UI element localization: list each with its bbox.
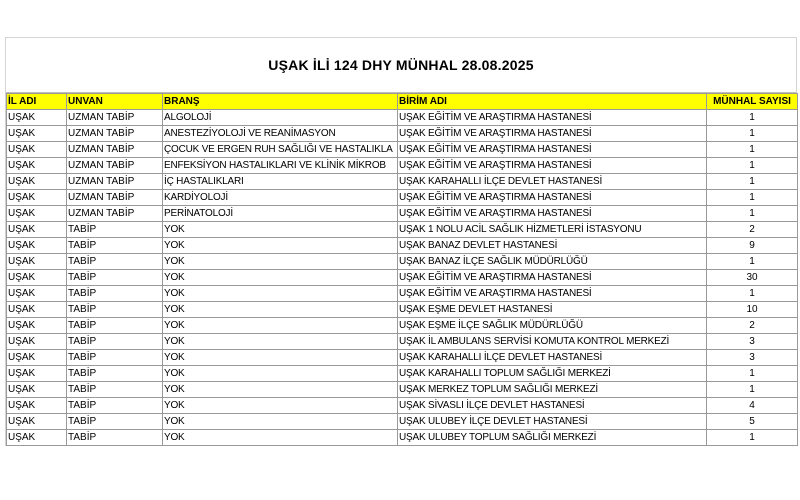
cell-il-adi[interactable]: UŞAK bbox=[7, 398, 67, 414]
cell-unvan[interactable]: TABİP bbox=[67, 270, 163, 286]
header-row bbox=[7, 94, 798, 110]
cell-brans[interactable]: YOK bbox=[163, 270, 398, 286]
cell-il-adi[interactable]: UŞAK bbox=[7, 238, 67, 254]
cell-munhal-sayisi[interactable]: 10 bbox=[707, 302, 798, 318]
table-row bbox=[7, 414, 798, 430]
cell-munhal-sayisi[interactable]: 2 bbox=[707, 318, 798, 334]
table-row bbox=[7, 334, 798, 350]
table-row bbox=[7, 350, 798, 366]
cell-munhal-sayisi[interactable]: 1 bbox=[707, 126, 798, 142]
cell-il-adi[interactable]: UŞAK bbox=[7, 318, 67, 334]
cell-unvan[interactable]: UZMAN TABİP bbox=[67, 190, 163, 206]
cell-unvan[interactable]: TABİP bbox=[67, 334, 163, 350]
cell-birim-adi[interactable]: UŞAK EĞİTİM VE ARAŞTIRMA HASTANESİ bbox=[398, 110, 707, 126]
cell-birim-adi[interactable]: UŞAK SİVASLI İLÇE DEVLET HASTANESİ bbox=[398, 398, 707, 414]
table-row bbox=[7, 254, 798, 270]
cell-birim-adi[interactable]: UŞAK EĞİTİM VE ARAŞTIRMA HASTANESİ bbox=[398, 126, 707, 142]
cell-brans[interactable]: YOK bbox=[163, 286, 398, 302]
header-unvan: UNVAN bbox=[67, 94, 163, 110]
cell-birim-adi[interactable]: UŞAK EŞME İLÇE SAĞLIK MÜDÜRLÜĞÜ bbox=[398, 318, 707, 334]
table-row bbox=[7, 142, 798, 158]
cell-munhal-sayisi[interactable]: 1 bbox=[707, 158, 798, 174]
cell-unvan[interactable]: UZMAN TABİP bbox=[67, 142, 163, 158]
cell-brans[interactable]: YOK bbox=[163, 366, 398, 382]
table-row bbox=[7, 302, 798, 318]
cell-il-adi[interactable]: UŞAK bbox=[7, 286, 67, 302]
header-munhal-sayisi: MÜNHAL SAYISI bbox=[707, 94, 798, 110]
cell-birim-adi[interactable]: UŞAK EĞİTİM VE ARAŞTIRMA HASTANESİ bbox=[398, 206, 707, 222]
cell-il-adi[interactable]: UŞAK bbox=[7, 366, 67, 382]
cell-brans[interactable]: YOK bbox=[163, 318, 398, 334]
cell-munhal-sayisi[interactable]: 4 bbox=[707, 398, 798, 414]
table-row bbox=[7, 238, 798, 254]
cell-birim-adi[interactable]: UŞAK ULUBEY TOPLUM SAĞLIĞI MERKEZİ bbox=[398, 430, 707, 446]
cell-unvan[interactable]: UZMAN TABİP bbox=[67, 174, 163, 190]
cell-il-adi[interactable]: UŞAK bbox=[7, 254, 67, 270]
cell-munhal-sayisi[interactable]: 1 bbox=[707, 366, 798, 382]
cell-unvan[interactable]: UZMAN TABİP bbox=[67, 110, 163, 126]
cell-unvan[interactable]: TABİP bbox=[67, 350, 163, 366]
cell-il-adi[interactable]: UŞAK bbox=[7, 414, 67, 430]
cell-il-adi[interactable]: UŞAK bbox=[7, 270, 67, 286]
cell-brans[interactable]: YOK bbox=[163, 238, 398, 254]
cell-birim-adi[interactable]: UŞAK KARAHALLI İLÇE DEVLET HASTANESİ bbox=[398, 350, 707, 366]
cell-il-adi[interactable]: UŞAK bbox=[7, 222, 67, 238]
cell-il-adi[interactable]: UŞAK bbox=[7, 126, 67, 142]
cell-munhal-sayisi[interactable]: 1 bbox=[707, 206, 798, 222]
table-row bbox=[7, 126, 798, 142]
cell-brans[interactable]: YOK bbox=[163, 382, 398, 398]
cell-munhal-sayisi[interactable]: 1 bbox=[707, 174, 798, 190]
cell-brans[interactable]: YOK bbox=[163, 430, 398, 446]
cell-brans[interactable]: YOK bbox=[163, 414, 398, 430]
cell-munhal-sayisi[interactable]: 9 bbox=[707, 238, 798, 254]
cell-birim-adi[interactable]: UŞAK EĞİTİM VE ARAŞTIRMA HASTANESİ bbox=[398, 270, 707, 286]
cell-munhal-sayisi[interactable]: 1 bbox=[707, 190, 798, 206]
cell-munhal-sayisi[interactable]: 1 bbox=[707, 254, 798, 270]
cell-birim-adi[interactable]: UŞAK ULUBEY İLÇE DEVLET HASTANESİ bbox=[398, 414, 707, 430]
cell-il-adi[interactable]: UŞAK bbox=[7, 158, 67, 174]
cell-brans[interactable]: YOK bbox=[163, 334, 398, 350]
cell-birim-adi[interactable]: UŞAK İL AMBULANS SERVİSİ KOMUTA KONTROL MERKEZİ bbox=[398, 334, 707, 350]
cell-il-adi[interactable]: UŞAK bbox=[7, 174, 67, 190]
table-row bbox=[7, 206, 798, 222]
cell-munhal-sayisi[interactable]: 2 bbox=[707, 222, 798, 238]
cell-unvan[interactable]: TABİP bbox=[67, 382, 163, 398]
cell-unvan[interactable]: TABİP bbox=[67, 430, 163, 446]
table-row bbox=[7, 110, 798, 126]
cell-unvan[interactable]: TABİP bbox=[67, 254, 163, 270]
table-row bbox=[7, 270, 798, 286]
cell-munhal-sayisi[interactable]: 3 bbox=[707, 334, 798, 350]
cell-birim-adi[interactable]: UŞAK EĞİTİM VE ARAŞTIRMA HASTANESİ bbox=[398, 286, 707, 302]
cell-il-adi[interactable]: UŞAK bbox=[7, 382, 67, 398]
table-row bbox=[7, 318, 798, 334]
header-il-adi: İL ADI bbox=[7, 94, 67, 110]
cell-unvan[interactable]: TABİP bbox=[67, 286, 163, 302]
cell-brans[interactable]: YOK bbox=[163, 254, 398, 270]
table-row bbox=[7, 286, 798, 302]
header-brans: BRANŞ bbox=[163, 94, 398, 110]
cell-birim-adi[interactable]: UŞAK BANAZ DEVLET HASTANESİ bbox=[398, 238, 707, 254]
cell-unvan[interactable]: TABİP bbox=[67, 318, 163, 334]
cell-il-adi[interactable]: UŞAK bbox=[7, 190, 67, 206]
cell-brans[interactable]: ÇOCUK VE ERGEN RUH SAĞLIĞI VE HASTALIKLA bbox=[163, 142, 398, 158]
cell-birim-adi[interactable]: UŞAK EĞİTİM VE ARAŞTIRMA HASTANESİ bbox=[398, 142, 707, 158]
cell-il-adi[interactable]: UŞAK bbox=[7, 142, 67, 158]
cell-il-adi[interactable]: UŞAK bbox=[7, 302, 67, 318]
cell-brans[interactable]: YOK bbox=[163, 350, 398, 366]
cell-birim-adi[interactable]: UŞAK EĞİTİM VE ARAŞTIRMA HASTANESİ bbox=[398, 190, 707, 206]
cell-munhal-sayisi[interactable]: 30 bbox=[707, 270, 798, 286]
sheet-title: UŞAK İLİ 124 DHY MÜNHAL 28.08.2025 bbox=[6, 38, 797, 93]
table-body bbox=[7, 110, 798, 446]
cell-birim-adi[interactable]: UŞAK KARAHALLI TOPLUM SAĞLIĞI MERKEZİ bbox=[398, 366, 707, 382]
cell-brans[interactable]: İÇ HASTALIKLARI bbox=[163, 174, 398, 190]
cell-munhal-sayisi[interactable]: 1 bbox=[707, 382, 798, 398]
cell-brans[interactable]: PERİNATOLOJİ bbox=[163, 206, 398, 222]
cell-munhal-sayisi[interactable]: 1 bbox=[707, 430, 798, 446]
cell-il-adi[interactable]: UŞAK bbox=[7, 350, 67, 366]
cell-brans[interactable]: YOK bbox=[163, 398, 398, 414]
table-row bbox=[7, 398, 798, 414]
table-row bbox=[7, 366, 798, 382]
cell-brans[interactable]: YOK bbox=[163, 222, 398, 238]
cell-munhal-sayisi[interactable]: 1 bbox=[707, 142, 798, 158]
cell-brans[interactable]: YOK bbox=[163, 302, 398, 318]
cell-birim-adi[interactable]: UŞAK EŞME DEVLET HASTANESİ bbox=[398, 302, 707, 318]
cell-unvan[interactable]: TABİP bbox=[67, 398, 163, 414]
vacancy-table bbox=[6, 93, 798, 446]
table-row bbox=[7, 222, 798, 238]
cell-brans[interactable]: KARDİYOLOJİ bbox=[163, 190, 398, 206]
cell-unvan[interactable]: TABİP bbox=[67, 302, 163, 318]
cell-brans[interactable]: ENFEKSİYON HASTALIKLARI VE KLİNİK MİKROB bbox=[163, 158, 398, 174]
cell-birim-adi[interactable]: UŞAK 1 NOLU ACİL SAĞLIK HİZMETLERİ İSTASYONU bbox=[398, 222, 707, 238]
cell-unvan[interactable]: TABİP bbox=[67, 222, 163, 238]
cell-unvan[interactable]: UZMAN TABİP bbox=[67, 126, 163, 142]
cell-il-adi[interactable]: UŞAK bbox=[7, 110, 67, 126]
table-row bbox=[7, 430, 798, 446]
cell-birim-adi[interactable]: UŞAK EĞİTİM VE ARAŞTIRMA HASTANESİ bbox=[398, 158, 707, 174]
cell-unvan[interactable]: TABİP bbox=[67, 414, 163, 430]
table-row bbox=[7, 174, 798, 190]
cell-unvan[interactable]: TABİP bbox=[67, 238, 163, 254]
cell-il-adi[interactable]: UŞAK bbox=[7, 206, 67, 222]
cell-birim-adi[interactable]: UŞAK BANAZ İLÇE SAĞLIK MÜDÜRLÜĞÜ bbox=[398, 254, 707, 270]
table-row bbox=[7, 190, 798, 206]
cell-unvan[interactable]: UZMAN TABİP bbox=[67, 158, 163, 174]
cell-munhal-sayisi[interactable]: 3 bbox=[707, 350, 798, 366]
table-row bbox=[7, 382, 798, 398]
cell-munhal-sayisi[interactable]: 1 bbox=[707, 286, 798, 302]
cell-brans[interactable]: ALGOLOJİ bbox=[163, 110, 398, 126]
cell-il-adi[interactable]: UŞAK bbox=[7, 430, 67, 446]
cell-unvan[interactable]: TABİP bbox=[67, 366, 163, 382]
spreadsheet bbox=[5, 37, 797, 446]
cell-birim-adi[interactable]: UŞAK MERKEZ TOPLUM SAĞLIĞI MERKEZİ bbox=[398, 382, 707, 398]
cell-munhal-sayisi[interactable]: 5 bbox=[707, 414, 798, 430]
cell-il-adi[interactable]: UŞAK bbox=[7, 334, 67, 350]
table-row bbox=[7, 158, 798, 174]
cell-munhal-sayisi[interactable]: 1 bbox=[707, 110, 798, 126]
header-birim-adi: BİRİM ADI bbox=[398, 94, 707, 110]
cell-unvan[interactable]: UZMAN TABİP bbox=[67, 206, 163, 222]
cell-brans[interactable]: ANESTEZİYOLOJİ VE REANİMASYON bbox=[163, 126, 398, 142]
cell-birim-adi[interactable]: UŞAK KARAHALLI İLÇE DEVLET HASTANESİ bbox=[398, 174, 707, 190]
